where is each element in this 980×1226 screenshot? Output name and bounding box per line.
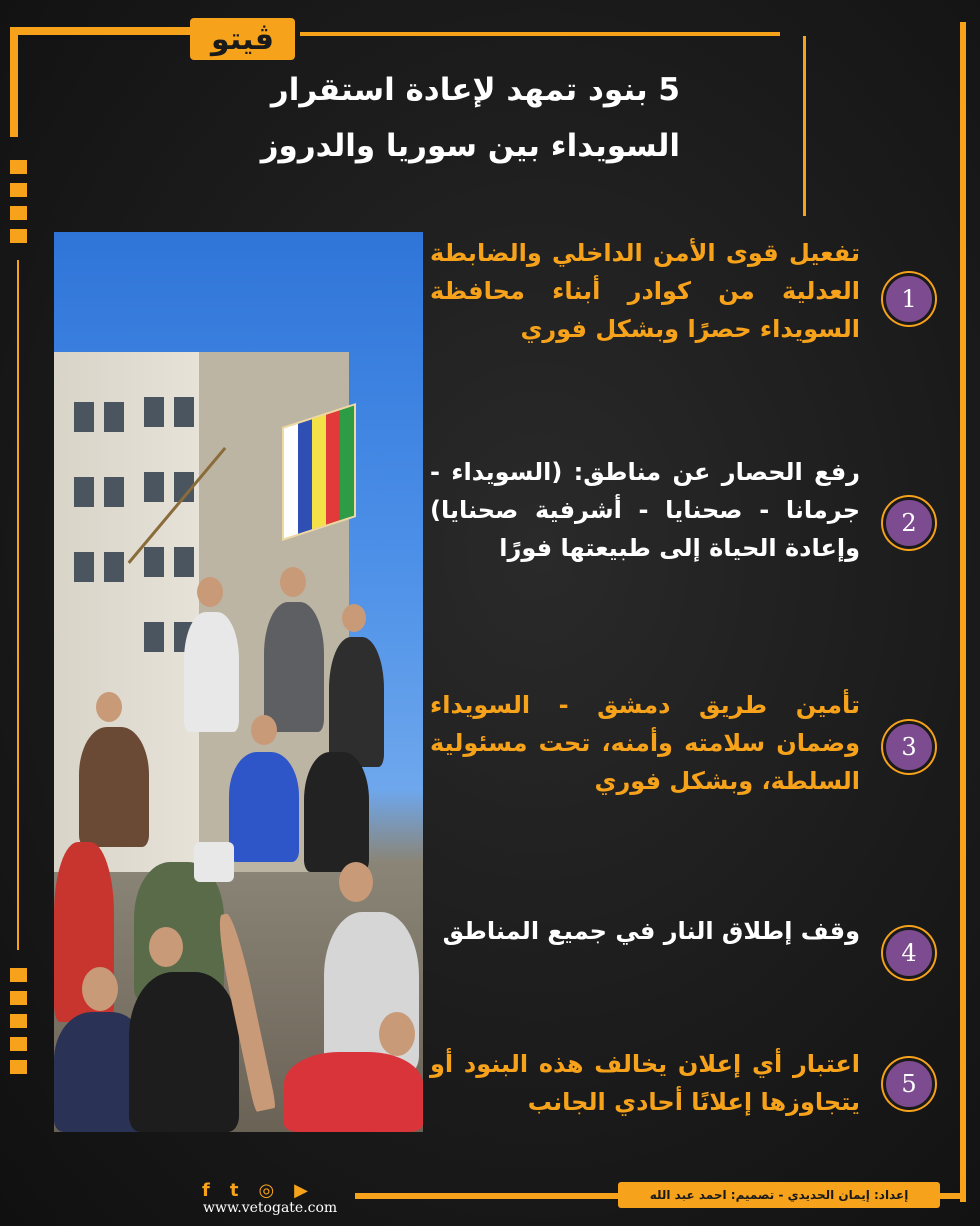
point-number-badge: 2 — [883, 497, 935, 549]
website-url[interactable]: www.vetogate.com — [203, 1200, 338, 1216]
point-text: تفعيل قوى الأمن الداخلي والضابطة العدلية من كوادر أبناء محافظة السويداء حصرًا وبشكل فوري — [430, 239, 860, 343]
page-title-line2: السويداء بين سوريا والدروز — [260, 128, 680, 164]
point-text: وقف إطلاق النار في جميع المناطق — [442, 917, 860, 945]
credits-bar: إعداد: إيمان الحديدي - تصميم: احمد عبد الله — [618, 1182, 940, 1208]
instagram-icon[interactable]: ◎ — [258, 1180, 275, 1201]
facebook-icon[interactable]: f — [202, 1180, 210, 1201]
point-number-badge: 4 — [883, 927, 935, 979]
frame-line — [803, 36, 806, 216]
frame-dashes-top — [10, 160, 27, 243]
frame-line — [10, 27, 18, 137]
page-title-line1: 5 بنود تمهد لإعادة استقرار — [270, 72, 680, 108]
youtube-icon[interactable]: ▶ — [294, 1180, 309, 1201]
point-text: رفع الحصار عن مناطق: (السويداء - جرمانا - صحنايا - أشرفية صحنايا) وإعادة الحياة إلى طبيعتها فورًا — [430, 458, 860, 562]
frame-line — [300, 32, 780, 36]
druze-flag — [282, 403, 356, 541]
brand-logo: ڤيتو — [190, 18, 295, 60]
frame-line — [960, 22, 966, 1202]
frame-line — [17, 260, 19, 950]
protest-photo — [54, 232, 423, 1132]
point-text: تأمين طريق دمشق - السويداء وضمان سلامته وأمنه، تحت مسئولية السلطة، وبشكل فوري — [430, 691, 860, 795]
frame-dashes-bottom — [10, 968, 27, 1074]
point-number-badge: 1 — [883, 273, 935, 325]
point-number-badge: 5 — [883, 1058, 935, 1110]
social-icons — [202, 1180, 308, 1201]
point-number-badge: 3 — [883, 721, 935, 773]
twitter-icon[interactable]: t — [229, 1180, 239, 1201]
crowd — [54, 612, 423, 1132]
point-text: اعتبار أي إعلان يخالف هذه البنود أو يتجاوزها إعلانًا أحادي الجانب — [430, 1050, 860, 1116]
frame-line — [10, 27, 190, 35]
